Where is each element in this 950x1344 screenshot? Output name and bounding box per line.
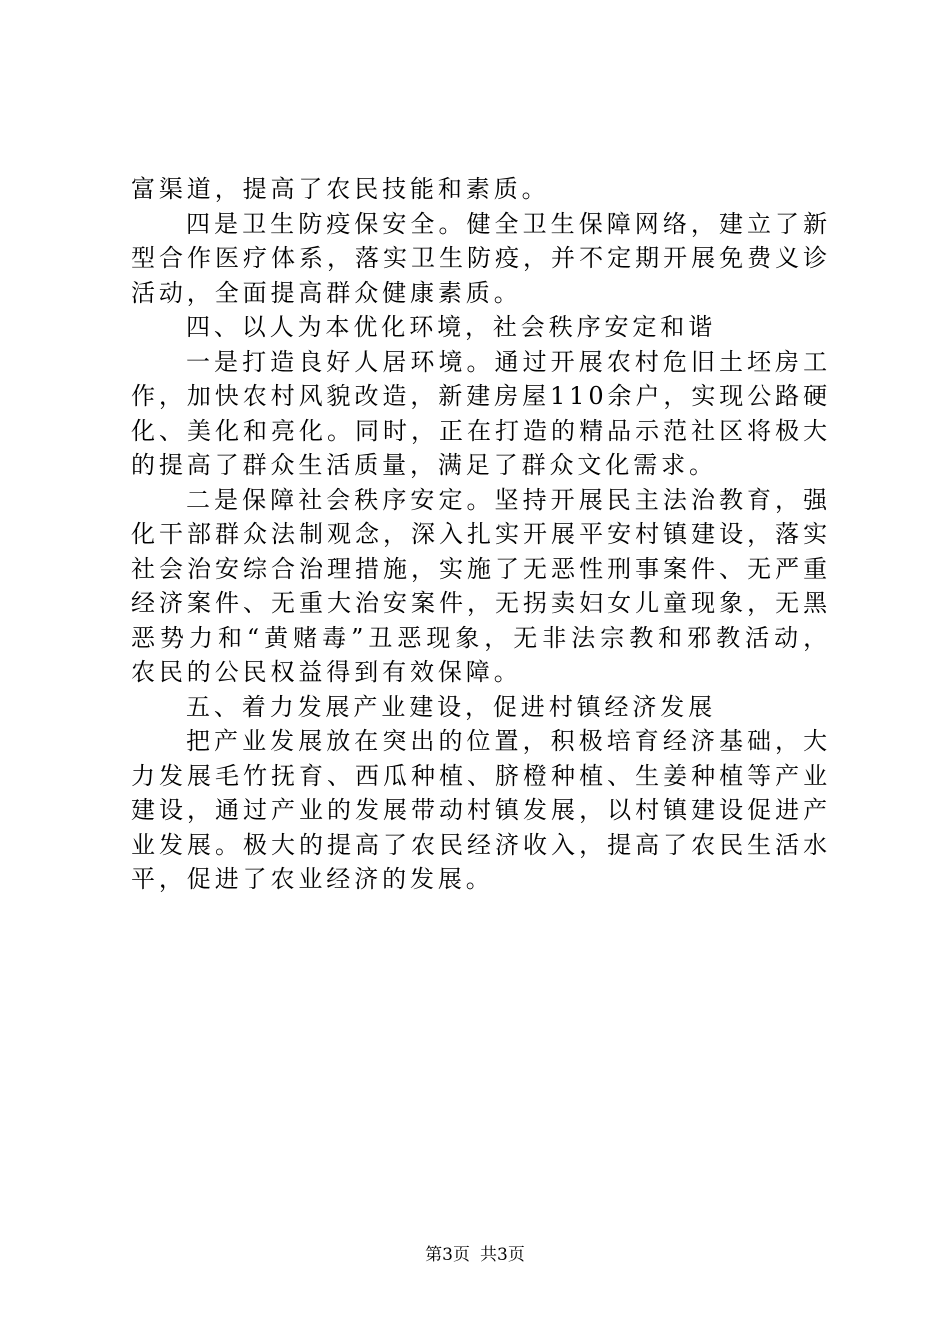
page-total: 共3页 (480, 1245, 525, 1265)
paragraph: 一是打造良好人居环境。通过开展农村危旧土坯房工作，加快农村风貌改造，新建房屋110余户，实现公路硬化、美化和亮化。同时，正在打造的精品示范社区将极大的提高了群众生活质量，满足了群众文化需求。 (131, 347, 831, 479)
section-heading: 四、以人为本优化环境，社会秩序安定和谐 (186, 313, 717, 341)
paragraph: 四是卫生防疫保安全。健全卫生保障网络，建立了新型合作医疗体系，落实卫生防疫，并不定期开展免费义诊活动，全面提高群众健康素质。 (131, 209, 831, 307)
paragraph: 二是保障社会秩序安定。坚持开展民主法治教育，强化干部群众法制观念，深入扎实开展平安村镇建设，落实社会治安综合治理措施，实施了无恶性刑事案件、无严重经济案件、无重大治安案件，无拐卖妇女儿童现象，无黑恶势力和“黄赌毒”丑恶现象，无非法宗教和邪教活动，农民的公民权益得到有效保障。 (131, 485, 831, 686)
paragraph: 把产业发展放在突出的位置，积极培育经济基础，大力发展毛竹抚育、西瓜种植、脐橙种植、生姜种植等产业建设，通过产业的发展带动村镇发展，以村镇建设促进产业发展。极大的提高了农民经济收入，提高了农民生活水平，促进了农业经济的发展。 (131, 727, 831, 893)
section-heading: 五、着力发展产业建设，促进村镇经济发展 (186, 692, 717, 721)
paragraph: 富渠道，提高了农民技能和素质。 (131, 175, 550, 203)
page-number: 第3页 (425, 1245, 470, 1265)
document-body (131, 172, 831, 897)
page-footer (0, 1244, 950, 1266)
